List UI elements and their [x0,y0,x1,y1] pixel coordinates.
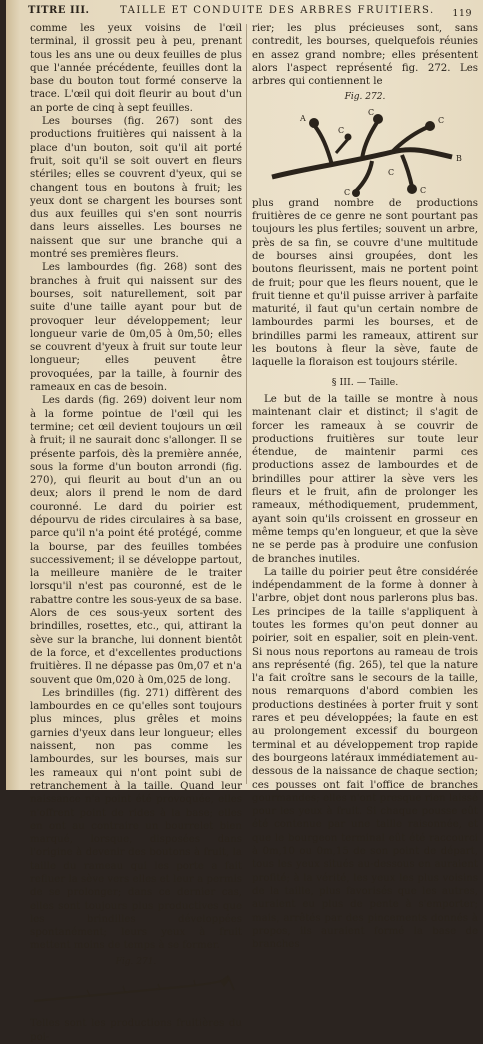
paragraph: plus grand nombre de productions fruitières de ce genre ne sont pourtant pas toujours les plus fertiles; souvent un arbre, près de sa fin, se couvre d'une multitude de bourses ainsi groupées, dont les boutons fleurissent, mais ne portent point de fruit; pour que les fleurs nouent, que le fruit tienne et qu'il puisse arriver à parfaite maturité, il faut qu'un certain nombre de lambourdes parmi les bourses, et de brindilles parmi les rameaux, attirent sur les boutons à fleur la sève, faute de laquelle la floraison est toujours stérile. [252,197,478,369]
figure-label: C [438,115,445,125]
paragraph: comme les yeux voisins de l'œil terminal, il grossit peu à peu, prenant tous les ans une ou deux feuilles de plus que l'année précédente, feuilles dont la base du bouton tout formé conserve la trace. L'œil qui doit fleurir au bout d'un an porte de cinq à sept feuilles. [30,23,242,114]
figure-272-bourses-illustration [252,107,478,197]
figure-label: A [300,113,306,123]
figure-label: C [338,125,345,135]
running-header [28,5,478,21]
paragraph: rier; les plus précieuses sont, sans contredit, les bourses, quelquefois réunies en assez grand nombre; elles présentent alors l'aspect représenté fig. 272. Les arbres qui contiennent le [252,23,478,88]
figure-label: C [368,107,375,117]
figure-label: C [420,185,427,195]
figure-label: C [344,187,351,197]
header-section-label: TITRE III. [28,5,90,16]
page-number: 119 [452,8,472,19]
figure-label: C [388,167,395,177]
paragraph: Les lambourdes (fig. 268) sont des branches à fruit qui naissent sur des bourses, soit naturellement, soit par suite d'une taille ayant pour but de provoquer leur développement; leur longueur varie de 0m,05 à 0m,50; elles se couvrent d'yeux à fruit sur toute leur longueur; elles peuvent être provoquées, par la taille, à fournir des rameaux en cas de besoin. [30,262,242,394]
figure-271-branch-illustration [30,971,242,1009]
paragraph: Telles sont les productions fruitières du poi- [30,1018,242,1043]
section-heading: § III. — Taille. [331,376,399,388]
left-column [30,22,242,1044]
paragraph: Les brindilles (fig. 271) diffèrent des lambourdes en ce qu'elles sont toujours plus minces, plus grêles et moins garnies d'yeux dans leur longueur; elles naissent, non pas comme les lambourdes, sur les bourses, mais sur les rameaux qui n'ont point subi de retranchement à la taille. Quand leur naissance n'a point été provoquée, elles n'offrent point de rides à la base; elles en ont au contraire un bourrelet bien marqué, lorsque, disposées dans l'origine à devenir des boutons à fruit, la taille du rameau qui les porte a fait refluer la sève vers elles et leur a permis de se prolonger; dans ce dernier cas, elles sont toujours plus productives que les brindilles développées spontanément; leurs yeux à fruit mettent moins de temps à se former. [30,687,242,952]
book-page [6,0,483,1043]
paragraph: La taille du poirier peut être considérée indépendamment de la forme à donner à l'arbre, objet dont nous parlerons plus bas. Les principes de la taille s'appliquent à toutes les formes qu'on peut donner au poirier, soit en espalier, soit en plein-vent. Si nous nous reportons au rameau de trois ans représenté (fig. 265), tel que la nature l'a fait croître sans le secours de la taille, nous remarquons d'abord combien les productions destinées à porter fruit y sont rares et peu développées; la faute en est au prolongement excessif du bourgeon terminal et au développement trop rapide des bourgeons latéraux immédiatement au-dessous de la naissance de chaque section; ces pousses ont fait l'office de branches gourmandes; elles n'ont presque rien laissé pour les yeux à fruit. Si chaque pousse eût été contenue par une taille raisonnée, et que le bourgeon terminal eût été raccourci à 0m,10 ou 0m,15 de son point de départ, tous les yeux situés au-dessous en auraient profité; à la vérité, les yeux les plus voisins de la taille, plus favorisés que les autres, auraient eu plus de pente à s'emporter; mais, arrêtés par des pincements donnés à propos, ils auraient formé la base de branches [252,566,478,951]
right-column [252,22,478,951]
paragraph: Les bourses (fig. 267) sont des productions fruitières qui naissent à la place d'un bouton, soit qu'il ait porté fruit, soit qu'il se soit ouvert en fleurs stériles; elles se couvrent d'yeux, qui se changent tous en boutons à fruit; les yeux dont se chargent les bourses sont dus aux feuilles qui s'en sont nourris dans leurs aisselles. Les bourses ne naissent que sur une branche qui a montré ses premières fleurs. [30,116,242,261]
paragraph: Les dards (fig. 269) doivent leur nom à la forme pointue de l'œil qui les termine; cet œil devient toujours un œil à fruit; il ne saurait donc s'allonger. Il se présente parfois, dès la première année, sous la forme d'un bouton arrondi (fig. 270), qui fleurit au bout d'un an ou deux; alors il prend le nom de dard couronné. Le dard du poirier est dépourvu de rides circulaires à sa base, parce qu'il n'a point été protégé, comme la bourse, par des feuilles tombées successivement; il se développe partout, la meilleure manière de le traiter lorsqu'il n'est pas couronné, est de le rabattre contre les sous-yeux de sa base. Alors de ces sous-yeux sortent des brindilles, rosettes, etc., qui, attirant la sève sur la branche, lui donnent bientôt de la force, et d'excellentes productions fruitières. Il ne dépasse pas 0m,07 et n'a souvent que 0m,020 à 0m,025 de long. [30,395,242,686]
figure-caption-271: Fig. 271. [115,956,157,967]
header-title: TAILLE ET CONDUITE DES ARBRES FRUITIERS. [120,5,435,16]
figure-caption-272: Fig. 272. [344,92,386,103]
paragraph: Le but de la taille se montre à nous maintenant clair et distinct; il s'agit de forcer les rameaux à se couvrir de productions fruitières sur toute leur étendue, de maintenir parmi ces productions assez de lambourdes et de brindilles pour attirer la sève vers les fleurs et le fruit, afin de prolonger les rameaux, méthodiquement, prudemment, ayant soin qu'ils croissent en grosseur en même temps qu'en longueur, et que la sève ne se perde pas à produire une confusion de branches inutiles. [252,393,478,565]
figure-label: B [456,153,462,163]
column-divider [246,24,247,784]
